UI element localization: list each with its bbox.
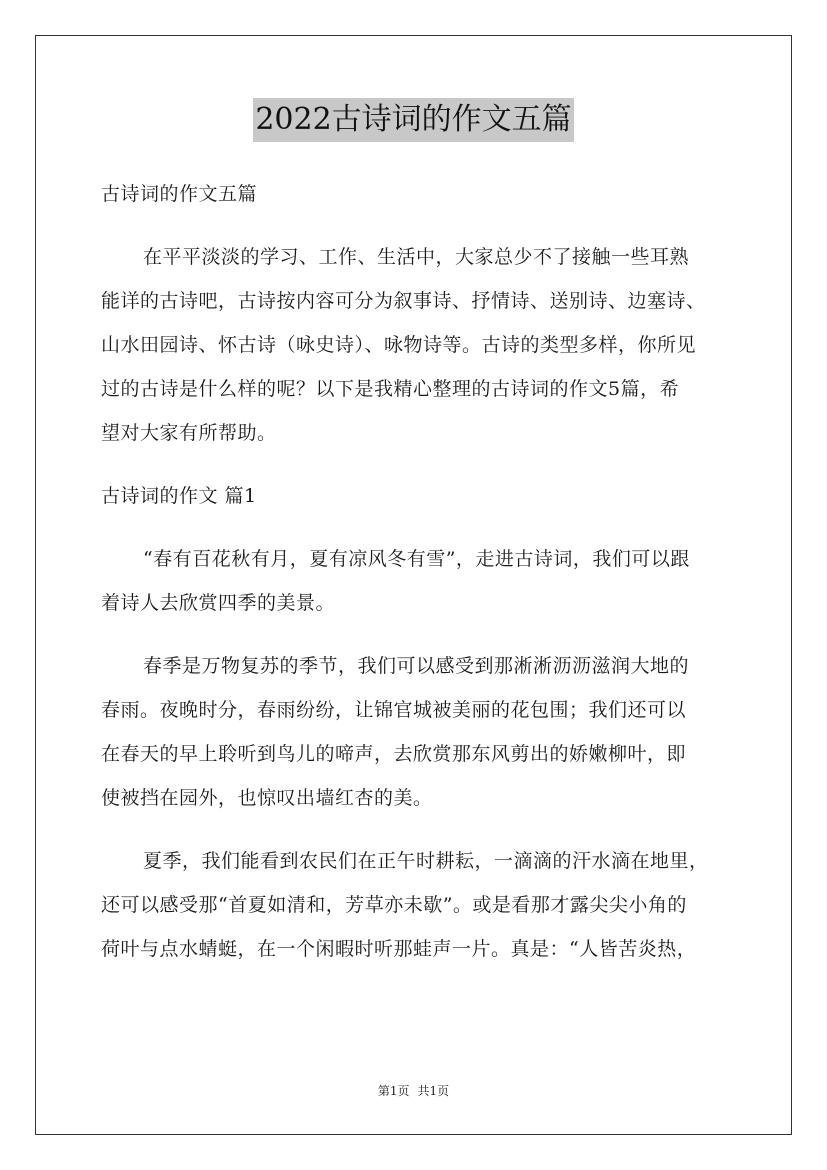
text-line: 过的古诗是什么样的呢？以下是我精心整理的古诗词的作文5篇，希 [101, 378, 680, 400]
page-footer [0, 1083, 827, 1099]
section-heading [101, 172, 733, 216]
document-body [101, 172, 733, 990]
text-line: 春季是万物复苏的季节，我们可以感受到那淅淅沥沥滋润大地的 [143, 655, 690, 677]
document-title: 2022古诗词的作文五篇 [253, 98, 573, 142]
title-container [0, 98, 827, 142]
text-line: 能详的古诗吧，古诗按内容可分为叙事诗、抒情诗、送别诗、边塞诗、 [101, 290, 706, 312]
page-number-total: 共1页 [417, 1084, 450, 1098]
text-line: 古诗词的作文五篇 [101, 183, 258, 205]
text-line: 春雨。夜晚时分，春雨纷纷，让锦官城被美丽的花包围；我们还可以 [101, 699, 687, 721]
body-paragraph [101, 839, 733, 971]
text-line: 着诗人去欣赏四季的美景。 [101, 592, 336, 614]
text-line: “春有百花秋有月，夏有凉风冬有雪”，走进古诗词，我们可以跟 [143, 548, 690, 570]
text-line: 还可以感受那“首夏如清和，芳草亦未歇”。或是看那才露尖尖小角的 [101, 894, 687, 916]
section-heading [101, 474, 733, 518]
body-paragraph [101, 537, 733, 625]
text-line: 在春天的早上聆听到鸟儿的啼声，去欣赏那东风剪出的娇嫩柳叶，即 [101, 743, 687, 765]
body-paragraph [101, 644, 733, 820]
text-line: 古诗词的作文 篇1 [101, 485, 257, 507]
text-line: 夏季，我们能看到农民们在正午时耕耘，一滴滴的汗水滴在地里， [143, 850, 709, 872]
page-number-current: 第1页 [377, 1084, 410, 1098]
text-line: 在平平淡淡的学习、工作、生活中，大家总少不了接触一些耳熟 [143, 246, 690, 268]
text-line: 山水田园诗、怀古诗（咏史诗）、咏物诗等。古诗的类型多样，你所见 [101, 334, 697, 356]
text-line: 使被挡在园外，也惊叹出墙红杏的美。 [101, 787, 433, 809]
text-line: 荷叶与点水蜻蜓，在一个闲暇时听那蛙声一片。真是：“人皆苦炎热， [101, 938, 697, 960]
body-paragraph [101, 235, 733, 455]
text-line: 望对大家有所帮助。 [101, 422, 277, 444]
